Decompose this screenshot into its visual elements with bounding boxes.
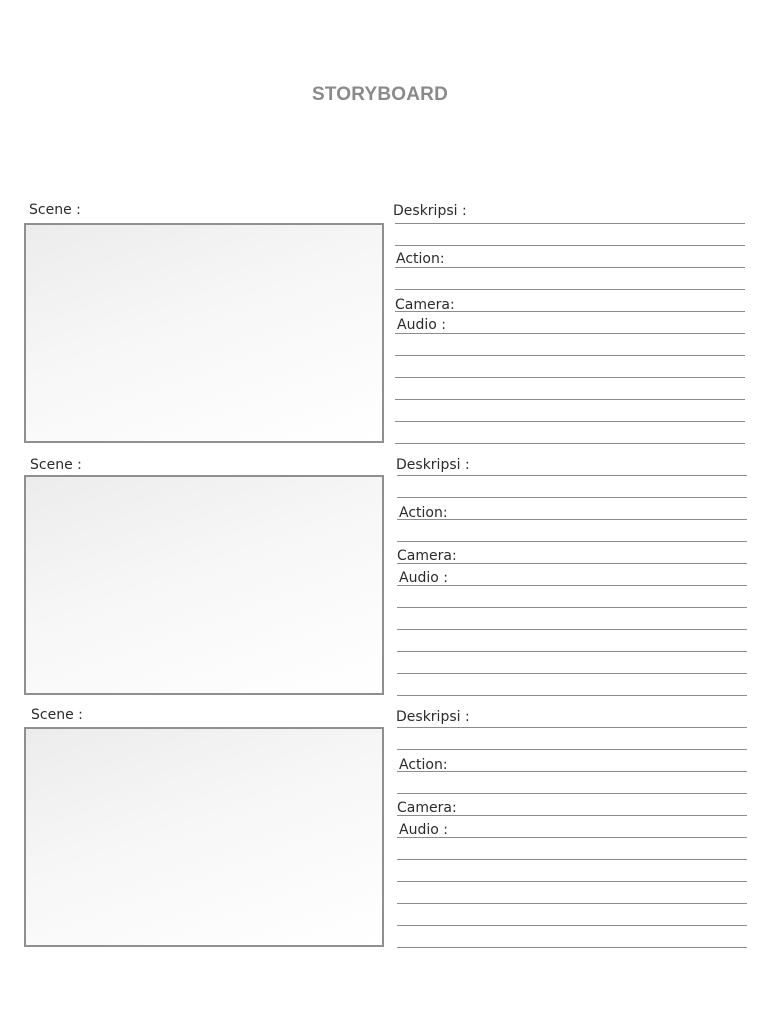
writing-line[interactable] bbox=[395, 377, 745, 378]
scene-frame[interactable] bbox=[24, 727, 384, 947]
audio-label: Audio : bbox=[399, 822, 448, 838]
writing-line[interactable] bbox=[397, 749, 747, 750]
writing-line[interactable] bbox=[395, 311, 745, 312]
notes-area bbox=[397, 707, 747, 951]
writing-line[interactable] bbox=[397, 925, 747, 926]
writing-line[interactable] bbox=[397, 859, 747, 860]
storyboard-panel-2 bbox=[0, 457, 768, 709]
writing-line[interactable] bbox=[395, 333, 745, 334]
writing-line[interactable] bbox=[397, 519, 747, 520]
camera-label: Camera: bbox=[397, 548, 457, 564]
writing-line[interactable] bbox=[397, 607, 747, 608]
writing-line[interactable] bbox=[397, 947, 747, 948]
writing-line[interactable] bbox=[397, 497, 747, 498]
scene-label: Scene : bbox=[30, 457, 82, 473]
writing-line[interactable] bbox=[397, 695, 747, 696]
writing-line[interactable] bbox=[395, 443, 745, 444]
writing-line[interactable] bbox=[397, 727, 747, 728]
action-label: Action: bbox=[399, 757, 448, 773]
writing-line[interactable] bbox=[397, 815, 747, 816]
writing-line[interactable] bbox=[395, 223, 745, 224]
audio-label: Audio : bbox=[399, 570, 448, 586]
writing-line[interactable] bbox=[397, 771, 747, 772]
writing-line[interactable] bbox=[397, 837, 747, 838]
writing-line[interactable] bbox=[395, 289, 745, 290]
writing-line[interactable] bbox=[397, 585, 747, 586]
writing-line[interactable] bbox=[397, 541, 747, 542]
writing-line[interactable] bbox=[397, 903, 747, 904]
audio-label: Audio : bbox=[397, 317, 446, 333]
writing-line[interactable] bbox=[395, 267, 745, 268]
storyboard-panel-1 bbox=[0, 202, 768, 454]
writing-line[interactable] bbox=[395, 245, 745, 246]
writing-line[interactable] bbox=[397, 475, 747, 476]
writing-line[interactable] bbox=[395, 399, 745, 400]
camera-label: Camera: bbox=[395, 297, 455, 313]
scene-frame[interactable] bbox=[24, 223, 384, 443]
writing-line[interactable] bbox=[397, 793, 747, 794]
notes-area bbox=[395, 202, 745, 446]
scene-label: Scene : bbox=[29, 202, 81, 218]
writing-line[interactable] bbox=[397, 563, 747, 564]
camera-label: Camera: bbox=[397, 800, 457, 816]
writing-line[interactable] bbox=[397, 673, 747, 674]
scene-label: Scene : bbox=[31, 707, 83, 723]
storyboard-panel-3 bbox=[0, 707, 768, 959]
writing-line[interactable] bbox=[397, 881, 747, 882]
action-label: Action: bbox=[396, 251, 445, 267]
writing-line[interactable] bbox=[397, 629, 747, 630]
writing-line[interactable] bbox=[397, 651, 747, 652]
deskripsi-label: Deskripsi : bbox=[393, 203, 467, 219]
scene-frame[interactable] bbox=[24, 475, 384, 695]
notes-area bbox=[397, 457, 747, 701]
page-title: STORYBOARD bbox=[311, 84, 449, 105]
deskripsi-label: Deskripsi : bbox=[396, 709, 470, 725]
writing-line[interactable] bbox=[395, 355, 745, 356]
writing-line[interactable] bbox=[395, 421, 745, 422]
deskripsi-label: Deskripsi : bbox=[396, 457, 470, 473]
action-label: Action: bbox=[399, 505, 448, 521]
